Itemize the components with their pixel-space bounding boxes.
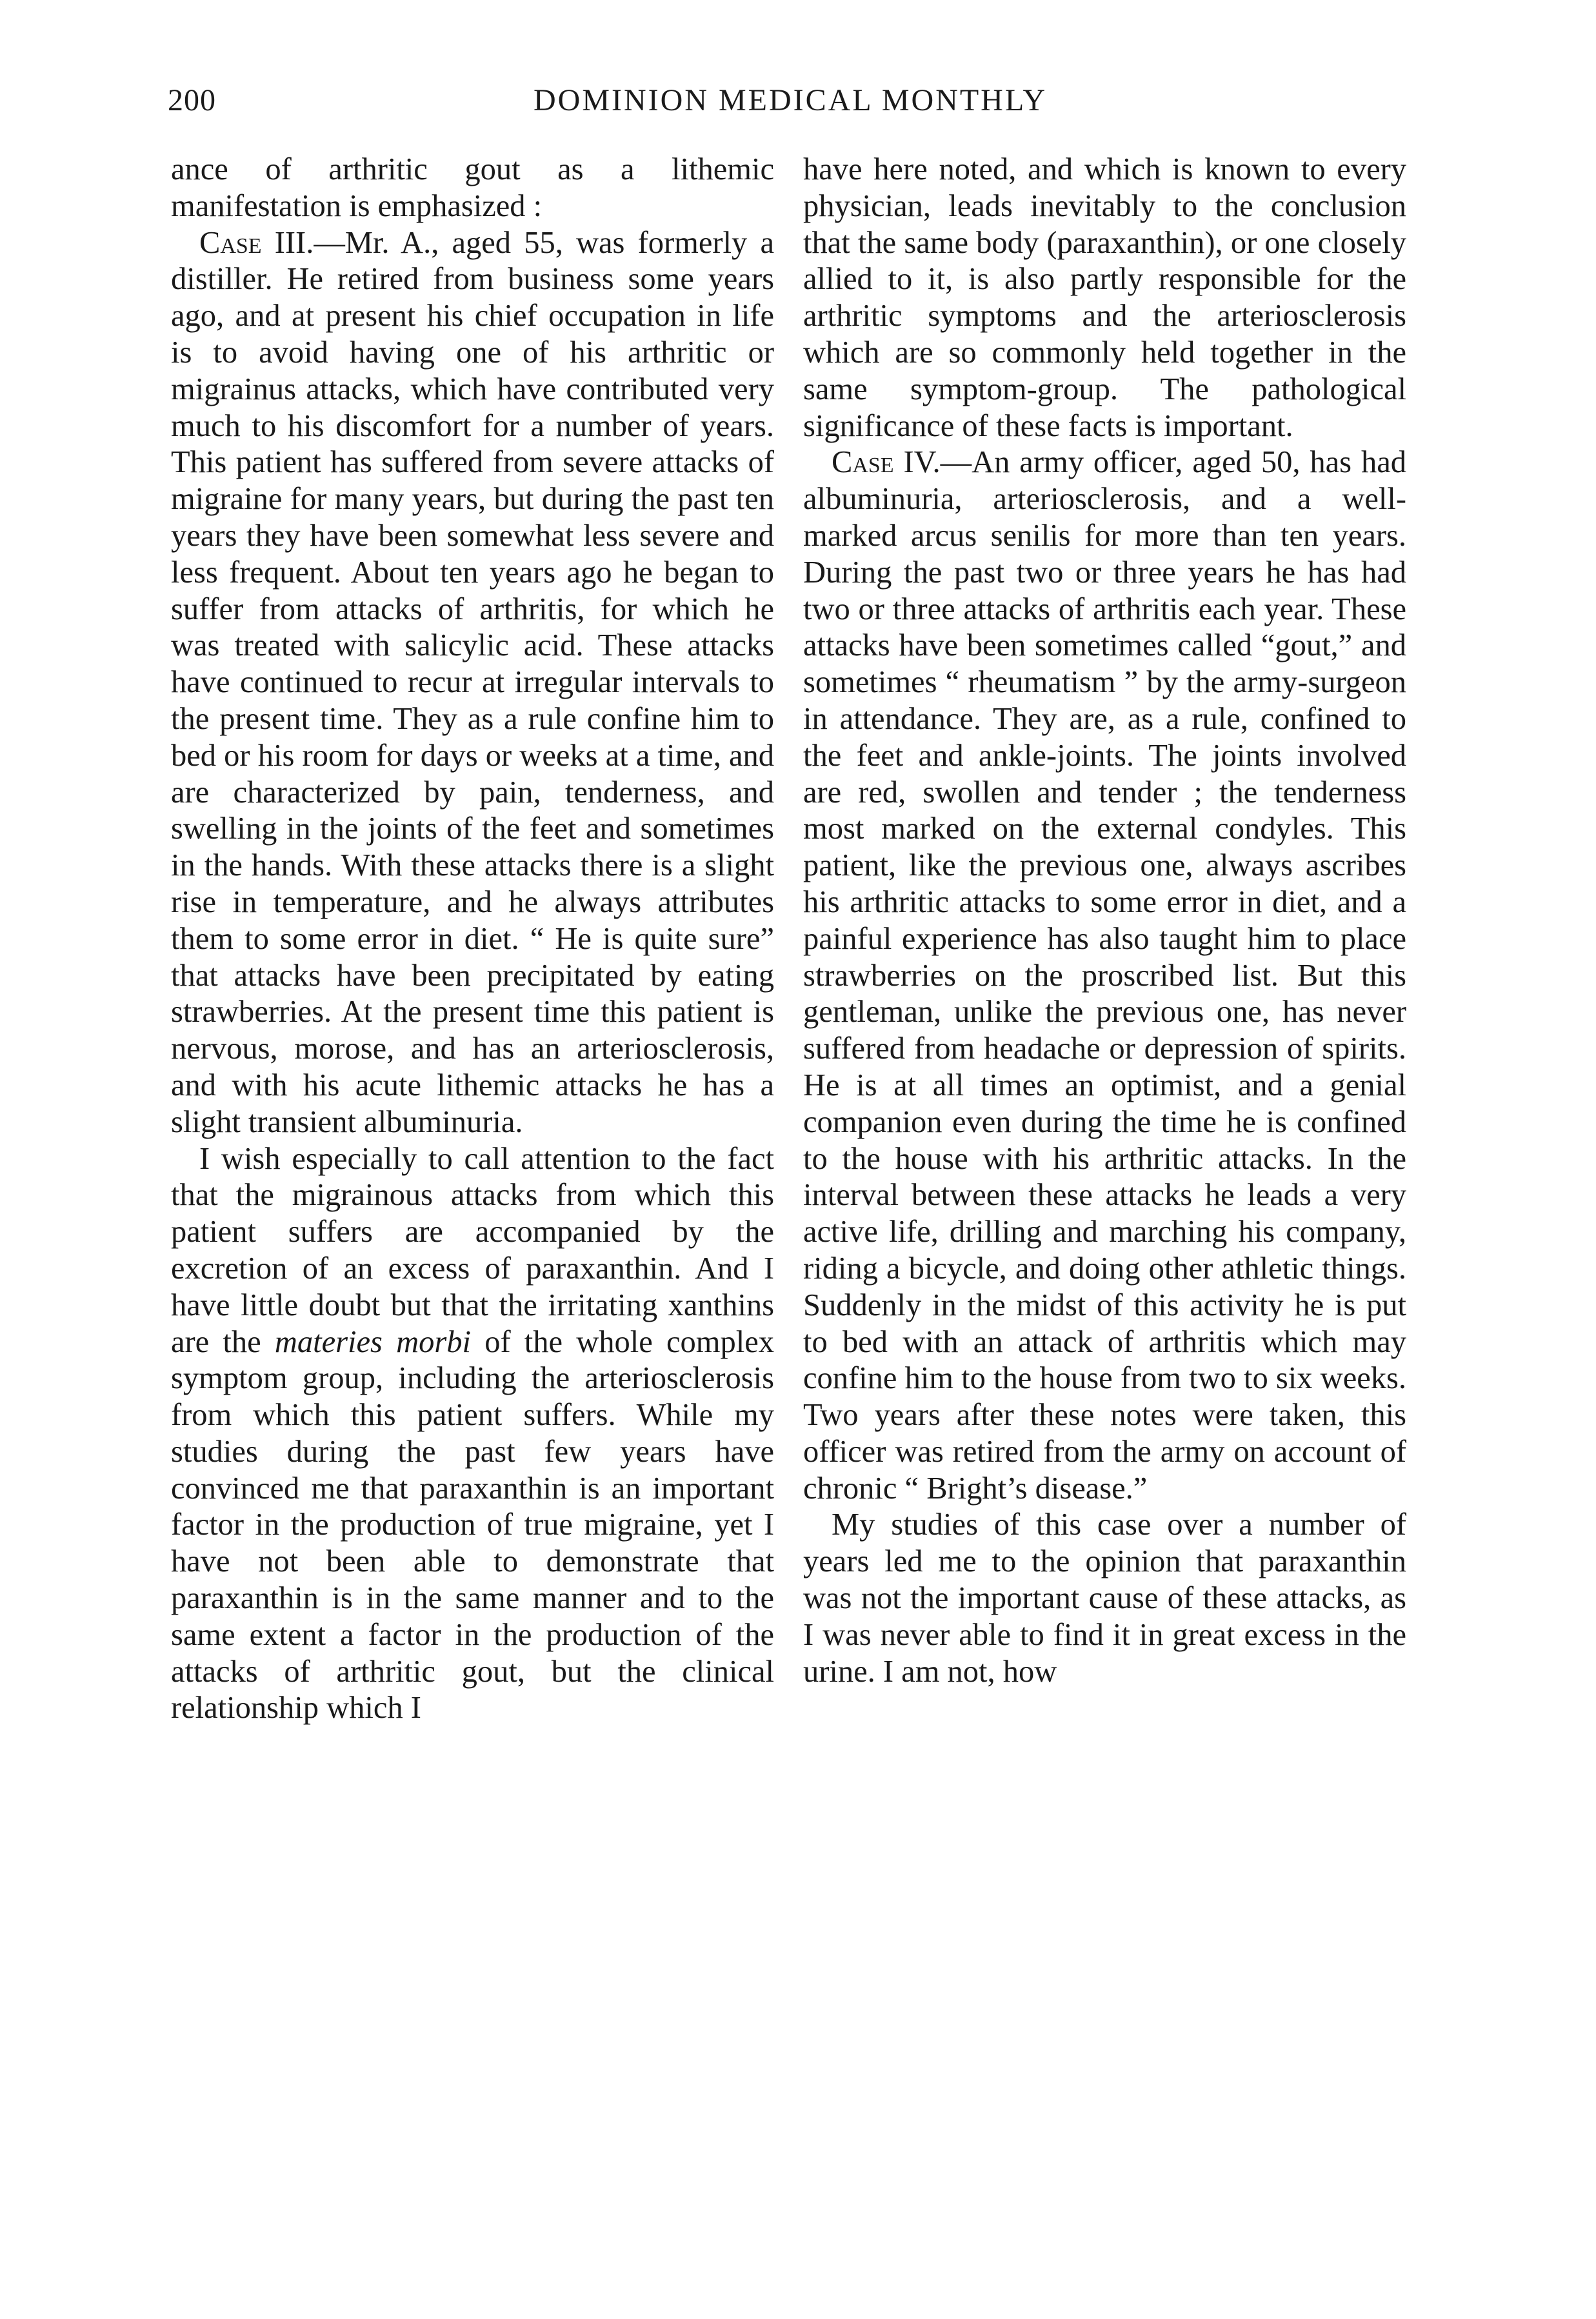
paragraph-text: ance of arthritic gout as a lithemic manifestation is emphasized : — [171, 152, 774, 223]
paragraph-studies — [803, 1507, 1406, 1690]
page-header — [168, 83, 1413, 128]
case-label: Case IV. — [832, 445, 941, 480]
paragraph-text: of the whole complex symptom group, including the arteriosclerosis from which this patient suffers. While my studies during the past few years have convinced me that paraxanthin is an important factor in the production of true migraine, yet I have not been able to demonstrate that paraxanthin is in the same manner and to the same extent a factor in the production of the attacks of arthritic gout, but the clinical relationship which I — [171, 1324, 774, 1726]
left-column — [171, 152, 774, 1727]
paragraph-text: I wish especially to call attention to the fact that the migrainous attacks from which this patient suffers are accompanied by the excretion of an excess of paraxanthin. And I have little doubt but that the irritating xanthins are the — [171, 1141, 774, 1359]
right-column — [803, 152, 1406, 1690]
paragraph-text: have here noted, and which is known to every physician, leads inevitably to the conclusion that the same body (paraxanthin), or one closely allied to it, is also partly responsible for the arthritic symptoms and the arteriosclerosis which are so commonly held together in the same symptom-group. The pathological significance of these facts is important. — [803, 152, 1406, 443]
paragraph-text: My studies of this case over a number of years led me to the opinion that paraxanthin was not the important cause of these attacks, as I was never able to find it in great excess in the urine. I am not, how — [803, 1508, 1406, 1689]
paragraph-attention — [171, 1141, 774, 1727]
paragraph-continuation — [171, 152, 774, 225]
running-title: DOMINION MEDICAL MONTHLY — [533, 83, 1047, 117]
case-label: Case III. — [199, 225, 314, 260]
paragraph-continuation — [803, 152, 1406, 444]
paragraph-text: —Mr. A., aged 55, was formerly a distiller. He retired from business some years ago, and at present his chief occupation in life is to avoid having one of his arthritic or migrainus attacks, which have contributed very much to his discomfort for a number of years. This patient has suffered from severe attacks of migraine for many years, but during the past ten years they have been somewhat less severe and less frequent. About ten years ago he began to suffer from attacks of arthritis, for which he was treated with salicylic acid. These attacks have continued to recur at irregular intervals to the present time. They as a rule confine him to bed or his room for days or weeks at a time, and are characterized by pain, tenderness, and swelling in the joints of the feet and sometimes in the hands. With these attacks there is a slight rise in temperature, and he always attributes them to some error in diet. “ He is quite sure” that attacks have been precipitated by eating strawberries. At the present time this patient is nervous, morose, and has an arteriosclerosis, and with his acute lithemic attacks he has a slight transient albuminuria. — [171, 225, 774, 1139]
paragraph-text: —An army officer, aged 50, has had albuminuria, arteriosclerosis, and a well-marked arcus senilis for more than ten years. During the past two or three years he has had two or three attacks of arthritis each year. These attacks have been sometimes called “gout,” and sometimes “ rheumatism ” by the army-surgeon in attendance. They are, as a rule, confined to the feet and ankle-joints. The joints involved are red, swollen and tender ; the tenderness most marked on the external condyles. This patient, like the previous one, always ascribes his arthritic attacks to some error in diet, and a painful experience has also taught him to place strawberries on the proscribed list. But this gentleman, unlike the previous one, has never suffered from headache or depression of spirits. He is at all times an optimist, and a genial companion even during the time he is confined to the house with his arthritic attacks. In the interval between these attacks he leads a very active life, drilling and marching his company, riding a bicycle, and doing other athletic things. Suddenly in the midst of this activity he is put to bed with an attack of arthritis which may confine him to the house from two to six weeks. Two years after these notes were taken, this officer was retired from the army on account of chronic “ Bright’s disease.” — [803, 445, 1406, 1506]
paragraph-case-iii — [171, 225, 774, 1141]
paragraph-case-iv — [803, 444, 1406, 1507]
page-number: 200 — [168, 83, 216, 117]
italic-phrase: materies morbi — [274, 1324, 471, 1359]
